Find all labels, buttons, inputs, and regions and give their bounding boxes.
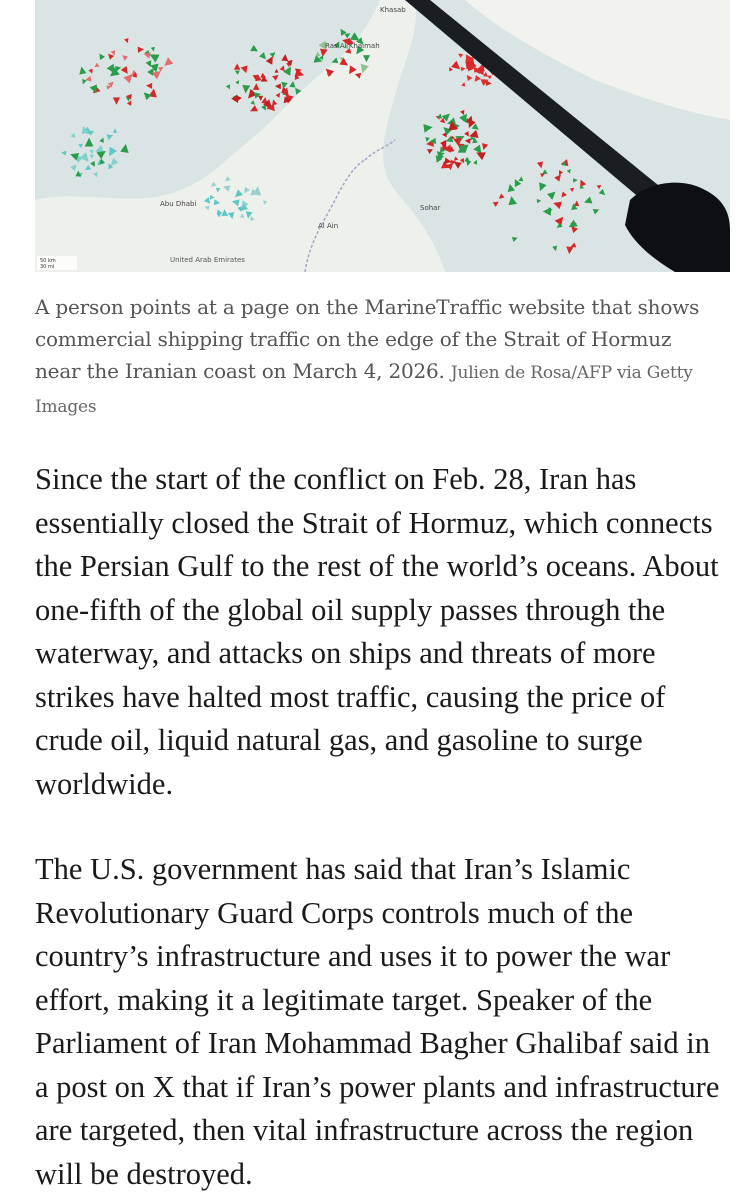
map-label-al-ain: Al Ain bbox=[318, 222, 339, 230]
photo-caption bbox=[35, 291, 715, 423]
map-label-ras-al-khaimah: Ras Al Khaimah bbox=[325, 42, 380, 50]
map-label-abu-dhabi: Abu Dhabi bbox=[160, 200, 197, 208]
map-label-uae: United Arab Emirates bbox=[170, 256, 245, 264]
map-label-khasab: Khasab bbox=[380, 6, 406, 14]
map-scale-mi: 30 mi bbox=[40, 264, 55, 270]
article-photo bbox=[35, 0, 730, 272]
marinetraffic-map-photo bbox=[35, 0, 730, 272]
photo-credit: Julien de Rosa/AFP via Getty Images bbox=[35, 363, 693, 417]
article-paragraph-1: Since the start of the conflict on Feb. 28, Iran has essentially closed the Strait of Hormuz, which connects the Persian Gulf to the rest of the world’s oceans. About one-fifth of the global oil supply passes through the waterway, and attacks on ships and threats of more strikes have halted most traffic, causing the price of crude oil, liquid natural gas, and gasoline to surge worldwide. bbox=[35, 462, 719, 801]
caption-text: A person points at a page on the MarineTraffic website that shows commercial shipping traffic on the edge of the Strait of Hormuz near the Iranian coast on March 4, 2026. bbox=[35, 295, 700, 383]
map-scale-km: 50 km bbox=[40, 258, 56, 264]
article-paragraph-2: The U.S. government has said that Iran’s Islamic Revolutionary Guard Corps controls much of the country’s infrastructure and uses it to power the war effort, making it a legitimate target. Speaker of the Parliament of Iran Mohammad Bagher Ghalibaf said in a post on X that if Iran’s power plants and infrastructure are targeted, then vital infrastructure across the region will be destroyed. bbox=[35, 852, 720, 1191]
map-label-sohar: Sohar bbox=[420, 204, 441, 212]
